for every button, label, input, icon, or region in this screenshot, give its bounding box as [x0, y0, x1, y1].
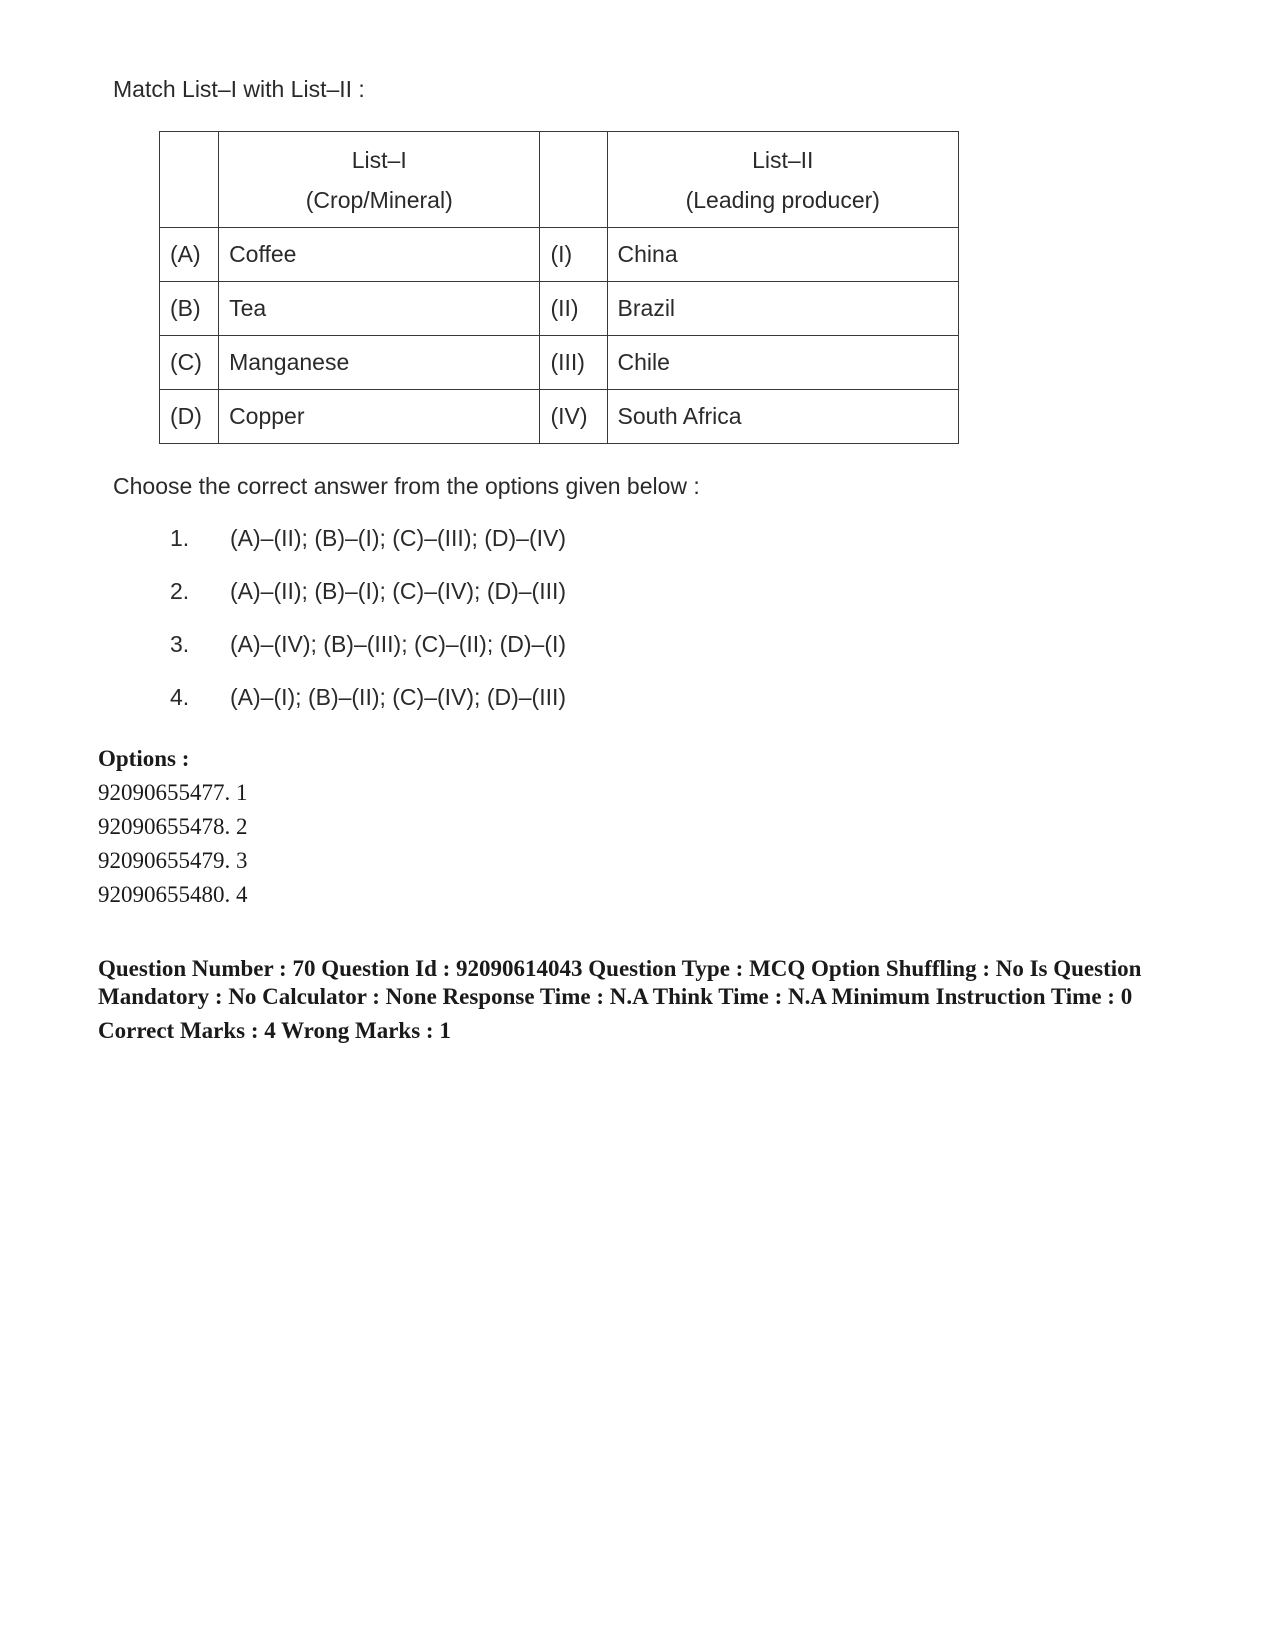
answer-text: (A)–(II); (B)–(I); (C)–(IV); (D)–(III) — [230, 578, 567, 604]
right-value: South Africa — [607, 390, 958, 444]
choose-instruction: Choose the correct answer from the options given below : — [113, 473, 700, 499]
table-row — [160, 282, 959, 336]
answer-number: 4. — [170, 684, 190, 710]
answer-list — [170, 525, 566, 737]
answer-number: 3. — [170, 631, 190, 657]
list-item — [170, 631, 566, 684]
right-key: (IV) — [540, 390, 607, 444]
right-key: (I) — [540, 228, 607, 282]
question-meta — [98, 955, 1158, 1045]
header-empty-cell — [160, 132, 219, 228]
right-key: (III) — [540, 336, 607, 390]
left-value: Tea — [219, 282, 540, 336]
list-item — [170, 684, 566, 737]
answer-text: (A)–(I); (B)–(II); (C)–(IV); (D)–(III) — [230, 684, 567, 710]
left-key: (A) — [160, 228, 219, 282]
list2-subtitle: (Leading producer) — [685, 186, 880, 213]
option-item: 92090655477. 1 — [98, 780, 248, 805]
answer-text: (A)–(II); (B)–(I); (C)–(III); (D)–(IV) — [230, 525, 567, 551]
marks-info: Correct Marks : 4 Wrong Marks : 1 — [98, 1018, 451, 1043]
list-item — [170, 525, 566, 578]
list2-title: List–II — [752, 146, 814, 173]
options-block — [98, 742, 248, 912]
table-row — [160, 228, 959, 282]
answer-number: 1. — [170, 525, 190, 551]
question-details: Question Number : 70 Question Id : 92090614043 Question Type : MCQ Option Shuffling : No Is Question Mandatory : No Calculator : None Response Time : N.A Think Time : N.A Minimum Instruction Time : 0 — [98, 956, 1142, 1009]
left-value: Manganese — [219, 336, 540, 390]
header-empty-cell — [540, 132, 607, 228]
list2-header — [607, 132, 958, 228]
right-value: Chile — [607, 336, 958, 390]
right-value: China — [607, 228, 958, 282]
option-item: 92090655480. 4 — [98, 882, 248, 907]
table-row — [160, 390, 959, 444]
left-value: Copper — [219, 390, 540, 444]
left-value: Coffee — [219, 228, 540, 282]
option-item: 92090655478. 2 — [98, 814, 248, 839]
left-key: (D) — [160, 390, 219, 444]
table-header-row — [160, 132, 959, 228]
options-heading: Options : — [98, 746, 190, 771]
right-key: (II) — [540, 282, 607, 336]
answer-number: 2. — [170, 578, 190, 604]
left-key: (B) — [160, 282, 219, 336]
question-prompt: Match List–I with List–II : — [113, 76, 365, 102]
list-item — [170, 578, 566, 631]
left-key: (C) — [160, 336, 219, 390]
table-row — [160, 336, 959, 390]
right-value: Brazil — [607, 282, 958, 336]
match-table — [159, 131, 959, 444]
answer-text: (A)–(IV); (B)–(III); (C)–(II); (D)–(I) — [230, 631, 567, 657]
option-item: 92090655479. 3 — [98, 848, 248, 873]
list1-title: List–I — [351, 146, 407, 173]
list1-header — [219, 132, 540, 228]
list1-subtitle: (Crop/Mineral) — [305, 186, 453, 213]
